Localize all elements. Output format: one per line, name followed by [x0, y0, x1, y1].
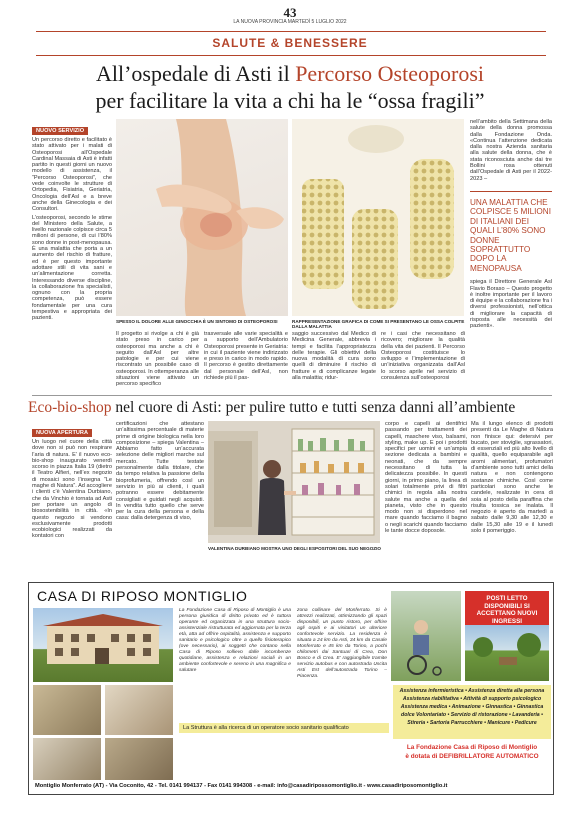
ad-footer: Montiglio Monferrato (AT) - Via Coconito, 42 - Tel. 0141 994137 - Fax 0141 994308 - e-mail: info@casadiripossomontiglio.it - www.casadiriposomontiglio.it — [35, 783, 448, 789]
right-col-top: nell’ambito della Settimana della salute della donna promossa dalla Fondazione Onda. «Continua l’attenzione dedicata dalla nostra Azienda sanitaria alla salute della donna, che è stata riconosciuta anche dai tre Bollini rosa ottenuti dall’Ospedale di Asti per il 2022-2023 – — [470, 119, 552, 182]
wheelchair-illustration — [391, 591, 461, 681]
shop-photo — [208, 421, 380, 543]
article2-col1 — [32, 421, 112, 540]
ad-body-2: zona collinare del Monferrato. Si è attrezzi realizzati, ottimizzando gli spazi disponibili, un punto ristoro, per offrire agli ospiti e ai visitatori un ulteriore confortevole servizio. La residenza è situata a 24 km da Asti, 34 km da Casale Monferrato e 45 km da Torino, a pochi chilometri dai Santuari di Crea, Don Bosco e di Crea. E’ raggiungibile tramite servizio autobus e con autostrada Uscita Asti Est dell’autostrada Torino – Piacenza. — [297, 608, 387, 679]
knee-photo — [116, 119, 288, 316]
headline2-rest: nel cuore di Asti: per pulire tutto e tutti senza danni all’ambiente — [111, 399, 516, 416]
caption-knee: SPESSO IL DOLORE ALLE GINOCCHIA È UN SINTOMO DI OSTEOPOROSI — [116, 319, 278, 324]
ad-highlight: La Struttura è alla ricerca di un operatore socio sanitario qualificato — [179, 723, 389, 733]
article1-headline — [20, 60, 560, 114]
page-header — [0, 6, 580, 26]
defib-line1: La Fondazione Casa di Riposo di Montiglio — [406, 744, 538, 751]
ad-box — [28, 582, 554, 795]
ad-building-photo — [33, 608, 173, 682]
ad-interior-photo-4 — [105, 738, 173, 780]
defib-line2: è dotata di DEFIBRILLATORE AUTOMATICO — [405, 753, 539, 760]
article2-col2: certificazioni che attestano un’altissima percentuale di materie prime di origine biologica nella loro composizione – spiega Valentina – Abbiamo fatto un’accurata selezione delle migliori marche sul mercato. Tutte testate personalmente dalla titolare, che da tempo relativa la passione della bioprofumeria, offrendo così un servizio in più ai clienti, i quali potranno essere debitamente consigliati e guidati negli acquisti. In vendita tutto quello che serve per la cura della persona e della casa: dalla detergenza di viso, — [116, 421, 204, 522]
park-illustration — [465, 625, 549, 681]
ad-title: CASA DI RIPOSO MONTIGLIO — [37, 588, 248, 604]
ad-garden-photo — [391, 591, 461, 681]
ad-park-photo — [465, 625, 549, 681]
ad-body: La Fondazione Casa di Riposo di Montiglio è una persona giuridica di diritto privato ed è tuttora operante ed organizzata in una struttura socio-assistenziale ristrutturata ed aggiornata per la terza età, atta ad offrire ospitalità, assistenza e supporto sanitario e psicologico oltre a quello fisioterapico (ove necessario), ai soggetti che contano nella Casa di Riposo sollievo dalle incombenze quotidiane, assistenza e relazioni sociali in un ambiente confortevole e sereno in una magnifica e salutare — [179, 608, 291, 673]
ad-defibrillator — [393, 743, 551, 761]
knee-illustration — [116, 119, 288, 316]
headline2-accent: Eco-bio-shop — [28, 399, 112, 416]
ad-red-box: POSTI LETTO DISPONIBILI SI ACCETTANO NUOVI INGRESSI — [465, 591, 549, 629]
building-illustration — [33, 608, 173, 682]
ad-interior-photo-1 — [33, 685, 101, 735]
pull-quote: UNA MALATTIA CHE COLPISCE 5 MILIONI DI ITALIANI DEI QUALI L’80% SONO DONNE SOPRATTUTTO DOPO LA MENOPAUSA — [470, 191, 552, 273]
article1-col3: trasversale alle varie specialità e a supporto dell’Ambulatorio Osteoporosi presente in Geriatria: in cui il paziente viene indirizzato e preso in carico in modo rapido. Il percorso è gestito direttamente dal personale dell’Asl, non richiede più il pas- — [204, 331, 288, 382]
article2-col1-text: Un luogo nel cuore della città dove non si può non respirare l’aria di natura. E’ il nuovo eco-bio-shop inaugurato venerdì scorso in piazza Italia 19 (dietro il Teatro Alfieri, nell’ex negozio di mosaici sono l’insegna “Le maghe di Natura”. Ad accogliere i clienti c’è Valentina Durbiano, che da Vinchio è tornata ad Asti per portare un angolo di biosostenibilità in città. «In questo negozio si vendono esclusivamente prodotti ecobiologici realizzati da kontatori con — [32, 439, 112, 540]
caption-bone: RAPPRESENTAZIONE GRAFICA DI COME SI PRESENTANO LE OSSA COLPITE DALLA MALATTIA — [292, 319, 465, 329]
ad-interior-photo-3 — [33, 738, 101, 780]
article2-headline — [28, 398, 558, 418]
dateline: LA NUOVA PROVINCIA MARTEDÌ 5 LUGLIO 2022 — [233, 19, 347, 25]
article1-col5: re i casi che necessitano di ricovero; migliorare la qualità della vita dei pazienti. Il Percorso Osteoporosi costituisce lo sviluppo e l’implementazione di un’iniziativa organizzata dall’Asl lo scorso aprile nel servizio di consulenza sull’osteoporosi — [381, 331, 465, 382]
article1-col4: saggio successivo dal Medico di Medicina Generale, abbrevia i tempi e facilita l’appropriatezza delle terapie. Gli obiettivi della nuova modalità di cura sono quelli di diminuire il rischio di fratture e di complicanze legate alla malattia; ridur- — [292, 331, 376, 382]
article1-col2: Il progetto si rivolge a chi è già stato preso in carico per osteoporosi ma anche a chi è seguito dall’Asl per altre patologie e per cui viene riscontrato un possibile caso di osteoporosi. In ottemperanza alle situazioni viene attivato un percorso specifico — [116, 331, 199, 388]
headline-accent: Percorso Osteoporosi — [295, 61, 484, 86]
bone-illustration — [292, 119, 464, 316]
page-number: 43 — [283, 5, 297, 20]
kicker-nuovo-servizio: NUOVO SERVIZIO — [32, 127, 88, 135]
article2-col3: corpo e capelli ai dentifrici passando per trattamenti dei capelli, maschere viso, balsami, styling, make up. E poi i prodotti specifici per uomini e un’ampia sezione dedicata a bambini e neonati, che da sempre necessitano di tutta la delicatezza possibile. In questi giorni, in primo piano, la linea di solari totalmente privi di filtri chimici in regola alla nostra salute ma anche a quella del pianeta, visto che in questo modo non si disperdono nel mare quando facciamo il bagno o negli scarichi quando facciamo le tante docce doposole. — [385, 421, 467, 535]
bone-photo — [292, 119, 464, 316]
caption-shop: VALENTINA DURBIANO MOSTRA UNO DEGLI ESPOSITORI DEL SUO NEGOZIO — [208, 546, 381, 551]
article1-col1 — [32, 119, 112, 322]
kicker-nuova-apertura: NUOVA APERTURA — [32, 429, 92, 437]
ad-interior-photo-2 — [105, 685, 173, 735]
headline-line2: per facilitare la vita a chi ha le “ossa fragili” — [95, 88, 485, 113]
col1-paragraph1: Un percorso diretto e facilitato è stato attivato per i malati di Osteoporosi all’Ospedale Cardinal Massaia di Asti è infatti partito in questi giorni un nuovo modello di assistenza, il “Percorso Osteoporosi”, che vede coinvolte le strutture di Ortopedia, Fisiatria, Geriatria, Oncologia dell’Asl e a breve anche della Ginecologia e dei Consultori. — [32, 137, 112, 213]
article1-right-col — [470, 119, 552, 330]
col1-paragraph2: L’osteoporosi, secondo le stime del Ministero della Salute, a livello nazionale colpisce circa 5 milioni di persone, di cui l’80% sono donne in post-menopausa. È una malattia che porta a un aumento del rischio di fratture, ed è per questo importante adottare stili di vita sani e un’alimentazione corretta. Interessando diverse discipline, la collaborazione fra specialisti, ognuno con la propria competenza, può essere fondamentale per una cura tempestiva e appropriata dei pazienti. — [32, 214, 112, 322]
headline-part1: All’ospedale di Asti il — [95, 61, 296, 86]
article2-col4: Ma il lungo elenco di prodotti presenti da Le Maghe di Natura non finisce qui: detersivi per bucato, per stoviglie, sgrassatori, di essenziali ed più alto livello di qualità, quello equiparabile agli aromi alimentari, profumatori d’ambiente sono tutti amici della natura e non contengono sostanze chimiche. Così come particolari sono anche le candele, realizzate in cera di soia al posto della paraffina che risulta tossica se inalata. Il negozio è aperto da martedì a sabato dalle 9,30 alle 12,30 e dalle 15,30 alle 19 e il lunedì solo il pomeriggio. — [471, 421, 553, 535]
section-title: SALUTE & BENESSERE — [212, 36, 368, 50]
right-col-bottom: spiega il Direttore Generale Asl Flavio Boraso – Questo progetto è inoltre importante per il lavoro di équipe e la collaborazione fra i diversi professionisti, nell’ottica di migliorare la capacità di risposta alle necessità dei pazienti». — [470, 279, 552, 330]
shop-illustration — [208, 421, 380, 543]
ad-services: Assistenza infermieristica • Assistenza diretta alla persona Assistenza riabilitativa • Attività di supporto psicologico Assistenza medica • Animazione • Ginnastica • Ginnastica dolce Volontariato • Servizio di ristorazione • Lavanderia • Stireria • Sartoria Parrucchiere • Manicure • Pedicure — [393, 685, 551, 739]
